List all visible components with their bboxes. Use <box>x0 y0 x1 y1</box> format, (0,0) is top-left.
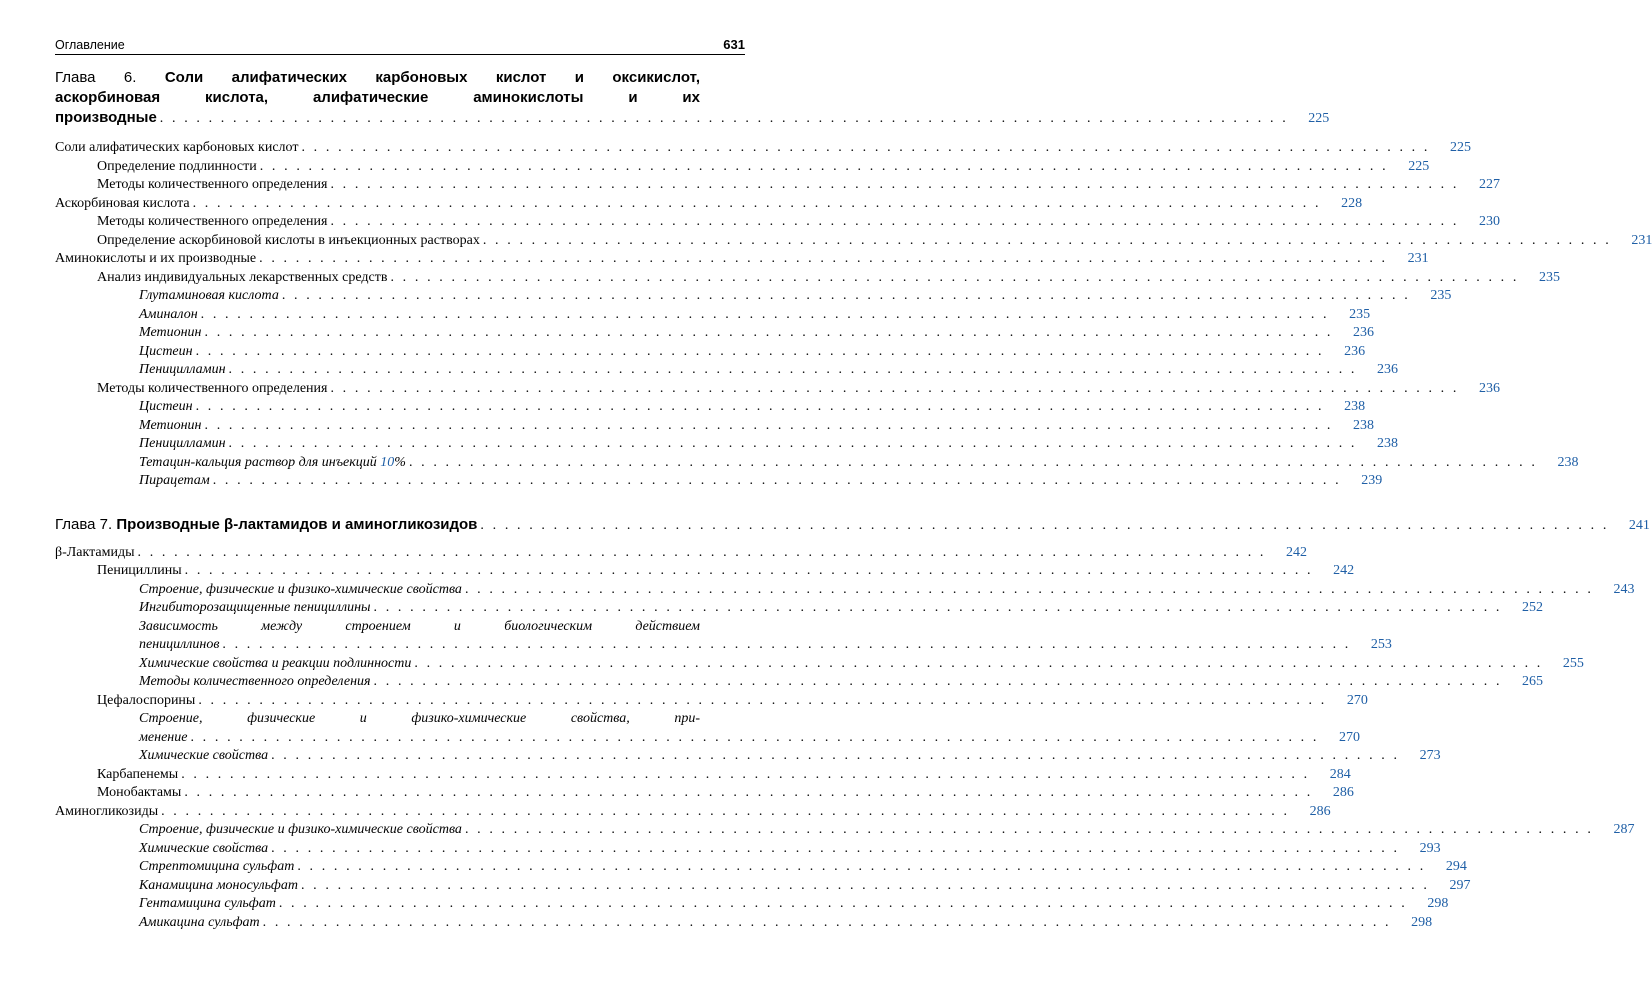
toc-entry[interactable]: Пеницилламин . . . . . . . . . . . . . . . . . . . . . . . . . . . . . . . . . . . . . . . . . . . . . . . . . . . . . . . . . . . . . . . . . . . . . . . . . . . . . . . . . . . . . . . . . . . . . 238 <box>139 436 1399 451</box>
running-head-page-number: 631 <box>723 37 745 52</box>
chapter-6-page[interactable]: 225 <box>1308 111 1330 126</box>
chapter-6-heading[interactable] <box>55 68 1330 129</box>
toc-entry[interactable]: Строение, физические и физико-химические свойства . . . . . . . . . . . . . . . . . . . . . . . . . . . . . . . . . . . . . . . . . . . . . . . . . . . . . . . . . . . . . . . . . . . . . . . . . . . . . . . . . . . . . . . . . . . . . 243 <box>139 581 1635 597</box>
toc-entry[interactable]: Монобактамы . . . . . . . . . . . . . . . . . . . . . . . . . . . . . . . . . . . . . . . . . . . . . . . . . . . . . . . . . . . . . . . . . . . . . . . . . . . . . . . . . . . . . . . . . . . . . 286 <box>97 785 1354 800</box>
toc-entry[interactable]: Гентамицина сульфат . . . . . . . . . . . . . . . . . . . . . . . . . . . . . . . . . . . . . . . . . . . . . . . . . . . . . . . . . . . . . . . . . . . . . . . . . . . . . . . . . . . . . . . . . . . . . 298 <box>139 896 1449 911</box>
toc-entry[interactable]: Глутаминовая кислота . . . . . . . . . . . . . . . . . . . . . . . . . . . . . . . . . . . . . . . . . . . . . . . . . . . . . . . . . . . . . . . . . . . . . . . . . . . . . . . . . . . . . . . . . . . . . 235 <box>139 288 1452 303</box>
chapter-6-entries <box>55 139 1652 491</box>
toc-entry[interactable]: Аминалон . . . . . . . . . . . . . . . . . . . . . . . . . . . . . . . . . . . . . . . . . . . . . . . . . . . . . . . . . . . . . . . . . . . . . . . . . . . . . . . . . . . . . . . . . . . . . 235 <box>139 306 1371 322</box>
toc-entry[interactable]: Химические свойства . . . . . . . . . . . . . . . . . . . . . . . . . . . . . . . . . . . . . . . . . . . . . . . . . . . . . . . . . . . . . . . . . . . . . . . . . . . . . . . . . . . . . . . . . . . . . 293 <box>139 840 1441 856</box>
toc-entry[interactable]: Канамицина моносульфат . . . . . . . . . . . . . . . . . . . . . . . . . . . . . . . . . . . . . . . . . . . . . . . . . . . . . . . . . . . . . . . . . . . . . . . . . . . . . . . . . . . . . . . . . . . . . 297 <box>139 877 1471 893</box>
toc-entry[interactable]: Строение, физические и физико-химические свойства . . . . . . . . . . . . . . . . . . . . . . . . . . . . . . . . . . . . . . . . . . . . . . . . . . . . . . . . . . . . . . . . . . . . . . . . . . . . . . . . . . . . . . . . . . . . . 287 <box>139 822 1635 837</box>
toc-entry[interactable]: Аминокислоты и их производные . . . . . . . . . . . . . . . . . . . . . . . . . . . . . . . . . . . . . . . . . . . . . . . . . . . . . . . . . . . . . . . . . . . . . . . . . . . . . . . . . . . . . . . . . . . . . 231 <box>55 251 1429 266</box>
toc-entry[interactable]: Определение подлинности . . . . . . . . . . . . . . . . . . . . . . . . . . . . . . . . . . . . . . . . . . . . . . . . . . . . . . . . . . . . . . . . . . . . . . . . . . . . . . . . . . . . . . . . . . . . . 225 <box>97 158 1430 174</box>
toc-entry[interactable]: Методы количественного определения . . . . . . . . . . . . . . . . . . . . . . . . . . . . . . . . . . . . . . . . . . . . . . . . . . . . . . . . . . . . . . . . . . . . . . . . . . . . . . . . . . . . . . . . . . . . . 227 <box>97 177 1500 192</box>
toc-entry[interactable]: Цистеин . . . . . . . . . . . . . . . . . . . . . . . . . . . . . . . . . . . . . . . . . . . . . . . . . . . . . . . . . . . . . . . . . . . . . . . . . . . . . . . . . . . . . . . . . . . . . 238 <box>139 399 1366 414</box>
toc-entry[interactable]: Химические свойства и реакции подлинности . . . . . . . . . . . . . . . . . . . . . . . . . . . . . . . . . . . . . . . . . . . . . . . . . . . . . . . . . . . . . . . . . . . . . . . . . . . . . . . . . . . . . . . . . . . . . 255 <box>139 655 1584 671</box>
toc-entry[interactable]: Соли алифатических карбоновых кислот . . . . . . . . . . . . . . . . . . . . . . . . . . . . . . . . . . . . . . . . . . . . . . . . . . . . . . . . . . . . . . . . . . . . . . . . . . . . . . . . . . . . . . . . . . . . . 225 <box>55 140 1471 155</box>
chapter-6-label: Глава 6. <box>55 69 137 86</box>
toc-entry[interactable]: Методы количественного определения . . . . . . . . . . . . . . . . . . . . . . . . . . . . . . . . . . . . . . . . . . . . . . . . . . . . . . . . . . . . . . . . . . . . . . . . . . . . . . . . . . . . . . . . . . . . . 230 <box>97 214 1500 229</box>
toc-entry[interactable]: Аминогликозиды . . . . . . . . . . . . . . . . . . . . . . . . . . . . . . . . . . . . . . . . . . . . . . . . . . . . . . . . . . . . . . . . . . . . . . . . . . . . . . . . . . . . . . . . . . . . . 286 <box>55 803 1331 819</box>
toc-entry[interactable]: Пеницилламин . . . . . . . . . . . . . . . . . . . . . . . . . . . . . . . . . . . . . . . . . . . . . . . . . . . . . . . . . . . . . . . . . . . . . . . . . . . . . . . . . . . . . . . . . . . . . 236 <box>139 362 1399 377</box>
highlighted-number: 10 <box>380 454 395 470</box>
toc-entry[interactable]: Пенициллины . . . . . . . . . . . . . . . . . . . . . . . . . . . . . . . . . . . . . . . . . . . . . . . . . . . . . . . . . . . . . . . . . . . . . . . . . . . . . . . . . . . . . . . . . . . . . 242 <box>97 563 1355 578</box>
toc-entry[interactable]: Аскорбиновая кислота . . . . . . . . . . . . . . . . . . . . . . . . . . . . . . . . . . . . . . . . . . . . . . . . . . . . . . . . . . . . . . . . . . . . . . . . . . . . . . . . . . . . . . . . . . . . . 228 <box>55 195 1363 211</box>
chapter-7-title: Производные β-лактамидов и аминогликозидов <box>116 515 478 533</box>
chapter-7-page[interactable]: 241 <box>1628 517 1650 533</box>
toc-entry[interactable]: Метионин . . . . . . . . . . . . . . . . . . . . . . . . . . . . . . . . . . . . . . . . . . . . . . . . . . . . . . . . . . . . . . . . . . . . . . . . . . . . . . . . . . . . . . . . . . . . . 238 <box>139 417 1374 433</box>
chapter-7-entries <box>55 544 1635 933</box>
toc-entry[interactable]: Пирацетам . . . . . . . . . . . . . . . . . . . . . . . . . . . . . . . . . . . . . . . . . . . . . . . . . . . . . . . . . . . . . . . . . . . . . . . . . . . . . . . . . . . . . . . . . . . . . 239 <box>139 473 1383 488</box>
running-head <box>55 36 745 55</box>
toc-entry-wrapped-line: Строение, физические и физико-химические свойства, при- <box>139 711 700 726</box>
toc-entry[interactable]: β-Лактамиды . . . . . . . . . . . . . . . . . . . . . . . . . . . . . . . . . . . . . . . . . . . . . . . . . . . . . . . . . . . . . . . . . . . . . . . . . . . . . . . . . . . . . . . . . . . . . 242 <box>55 544 1307 560</box>
chapter-6-title-line-3: производные . . . . . . . . . . . . . . . . . . . . . . . . . . . . . . . . . . . . . . . . . . . . . . . . . . . . . . . . . . . . . . . . . . . . . . . . . . . . . . . . . . . . . . . . . . . . . 225 <box>55 108 745 129</box>
chapter-6-title-line-2: аскорбиновая кислота, алифатические аминокислоты и их <box>55 89 700 106</box>
chapter-7-label: Глава 7. <box>55 515 113 533</box>
toc-entry[interactable]: менение . . . . . . . . . . . . . . . . . . . . . . . . . . . . . . . . . . . . . . . . . . . . . . . . . . . . . . . . . . . . . . . . . . . . . . . . . . . . . . . . . . . . . . . . . . . . . 270 <box>139 729 1360 745</box>
toc-entry[interactable]: Анализ индивидуальных лекарственных средств . . . . . . . . . . . . . . . . . . . . . . . . . . . . . . . . . . . . . . . . . . . . . . . . . . . . . . . . . . . . . . . . . . . . . . . . . . . . . . . . . . . . . . . . . . . . . 235 <box>97 269 1560 285</box>
chapter-6-title-line-1: Глава 6. Соли алифатических карбоновых кислот и оксикислот, <box>55 69 701 86</box>
chapter-7-heading[interactable]: Глава 7. Производные β-лактамидов и аминогликозидов . . . . . . . . . . . . . . . . . . . . . . . . . . . . . . . . . . . . . . . . . . . . . . . . . . . . . . . . . . . . . . . . . . . . . . . . . . . . . . . . . . . . . . . . . . . . . 241 <box>55 515 745 536</box>
toc-entry[interactable]: пенициллинов . . . . . . . . . . . . . . . . . . . . . . . . . . . . . . . . . . . . . . . . . . . . . . . . . . . . . . . . . . . . . . . . . . . . . . . . . . . . . . . . . . . . . . . . . . . . . 253 <box>139 637 1392 652</box>
toc-entry-wrapped-line: Зависимость между строением и биологическим действием <box>139 618 700 634</box>
toc-entry[interactable]: Методы количественного определения . . . . . . . . . . . . . . . . . . . . . . . . . . . . . . . . . . . . . . . . . . . . . . . . . . . . . . . . . . . . . . . . . . . . . . . . . . . . . . . . . . . . . . . . . . . . . 265 <box>139 674 1544 689</box>
toc-entry[interactable]: Тетацин-кальция раствор для инъекций 10% . . . . . . . . . . . . . . . . . . . . . . . . . . . . . . . . . . . . . . . . . . . . . . . . . . . . . . . . . . . . . . . . . . . . . . . . . . . . . . . . . . . . . . . . . . . . . 238 <box>139 454 1579 470</box>
toc-entry[interactable]: Методы количественного определения . . . . . . . . . . . . . . . . . . . . . . . . . . . . . . . . . . . . . . . . . . . . . . . . . . . . . . . . . . . . . . . . . . . . . . . . . . . . . . . . . . . . . . . . . . . . . 236 <box>97 380 1500 396</box>
toc-entry[interactable]: Амикацина сульфат . . . . . . . . . . . . . . . . . . . . . . . . . . . . . . . . . . . . . . . . . . . . . . . . . . . . . . . . . . . . . . . . . . . . . . . . . . . . . . . . . . . . . . . . . . . . . 298 <box>139 914 1433 930</box>
toc-page <box>55 36 1652 932</box>
toc-entry[interactable]: Карбапенемы . . . . . . . . . . . . . . . . . . . . . . . . . . . . . . . . . . . . . . . . . . . . . . . . . . . . . . . . . . . . . . . . . . . . . . . . . . . . . . . . . . . . . . . . . . . . . 284 <box>97 766 1351 782</box>
toc-entry[interactable]: Метионин . . . . . . . . . . . . . . . . . . . . . . . . . . . . . . . . . . . . . . . . . . . . . . . . . . . . . . . . . . . . . . . . . . . . . . . . . . . . . . . . . . . . . . . . . . . . . 236 <box>139 325 1374 340</box>
toc-entry[interactable]: Определение аскорбиновой кислоты в инъекционных растворах . . . . . . . . . . . . . . . . . . . . . . . . . . . . . . . . . . . . . . . . . . . . . . . . . . . . . . . . . . . . . . . . . . . . . . . . . . . . . . . . . . . . . . . . . . . . . 231 <box>97 232 1652 248</box>
toc-entry[interactable]: Цефалоспорины . . . . . . . . . . . . . . . . . . . . . . . . . . . . . . . . . . . . . . . . . . . . . . . . . . . . . . . . . . . . . . . . . . . . . . . . . . . . . . . . . . . . . . . . . . . . . 270 <box>97 692 1368 708</box>
toc-entry[interactable]: Химические свойства . . . . . . . . . . . . . . . . . . . . . . . . . . . . . . . . . . . . . . . . . . . . . . . . . . . . . . . . . . . . . . . . . . . . . . . . . . . . . . . . . . . . . . . . . . . . . 273 <box>139 748 1441 763</box>
toc-entry[interactable]: Стрептомицина сульфат . . . . . . . . . . . . . . . . . . . . . . . . . . . . . . . . . . . . . . . . . . . . . . . . . . . . . . . . . . . . . . . . . . . . . . . . . . . . . . . . . . . . . . . . . . . . . 294 <box>139 859 1467 874</box>
toc-entry[interactable]: Цистеин . . . . . . . . . . . . . . . . . . . . . . . . . . . . . . . . . . . . . . . . . . . . . . . . . . . . . . . . . . . . . . . . . . . . . . . . . . . . . . . . . . . . . . . . . . . . . 236 <box>139 343 1366 359</box>
running-head-title: Оглавление <box>55 38 125 52</box>
toc-entry[interactable]: Ингибиторозащищенные пенициллины . . . . . . . . . . . . . . . . . . . . . . . . . . . . . . . . . . . . . . . . . . . . . . . . . . . . . . . . . . . . . . . . . . . . . . . . . . . . . . . . . . . . . . . . . . . . . 252 <box>139 600 1544 615</box>
